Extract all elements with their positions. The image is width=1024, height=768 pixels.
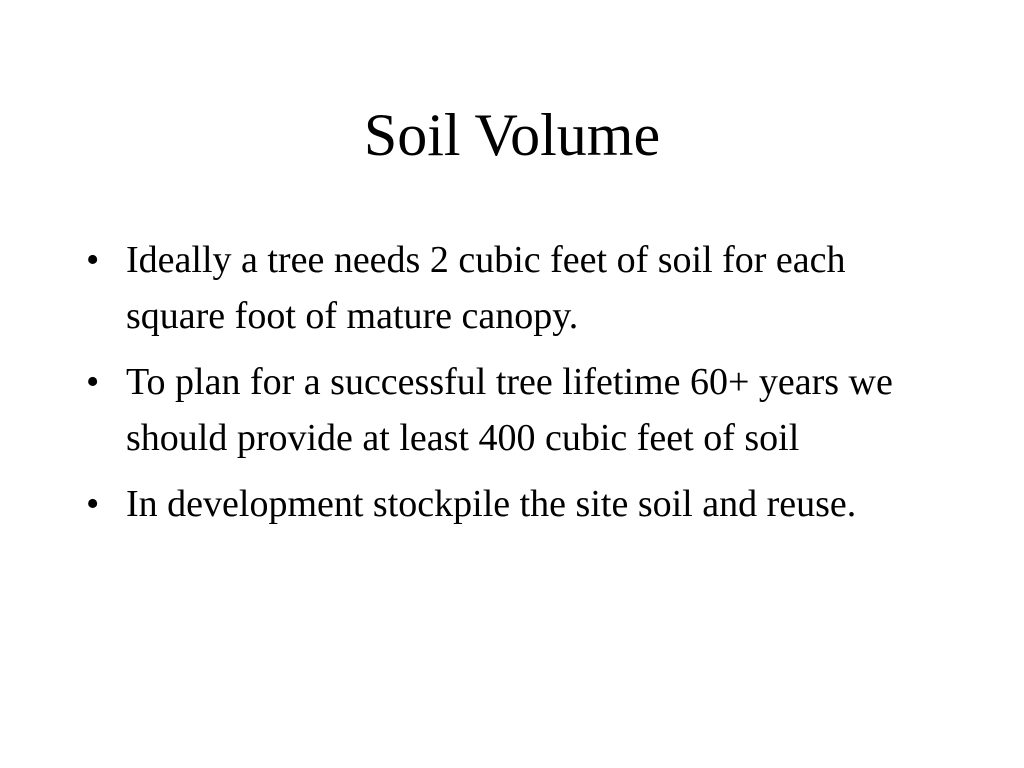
- bullet-item-2: [84, 354, 924, 466]
- bullet-text-2: To plan for a successful tree lifetime 60+ years we should provide at least 400 cubic feet of soil: [126, 361, 893, 459]
- bullet-icon: •: [86, 483, 100, 525]
- bullet-text-3: In development stockpile the site soil and reuse.: [126, 483, 857, 525]
- slide-title: Soil Volume: [363, 102, 661, 168]
- bullet-item-1: [84, 232, 924, 344]
- bullet-list: [84, 232, 924, 542]
- bullet-icon: •: [86, 239, 100, 281]
- bullet-text-1: Ideally a tree needs 2 cubic feet of soil for each square foot of mature canopy.: [126, 239, 846, 337]
- bullet-icon: •: [86, 361, 100, 403]
- bullet-item-3: [84, 476, 924, 532]
